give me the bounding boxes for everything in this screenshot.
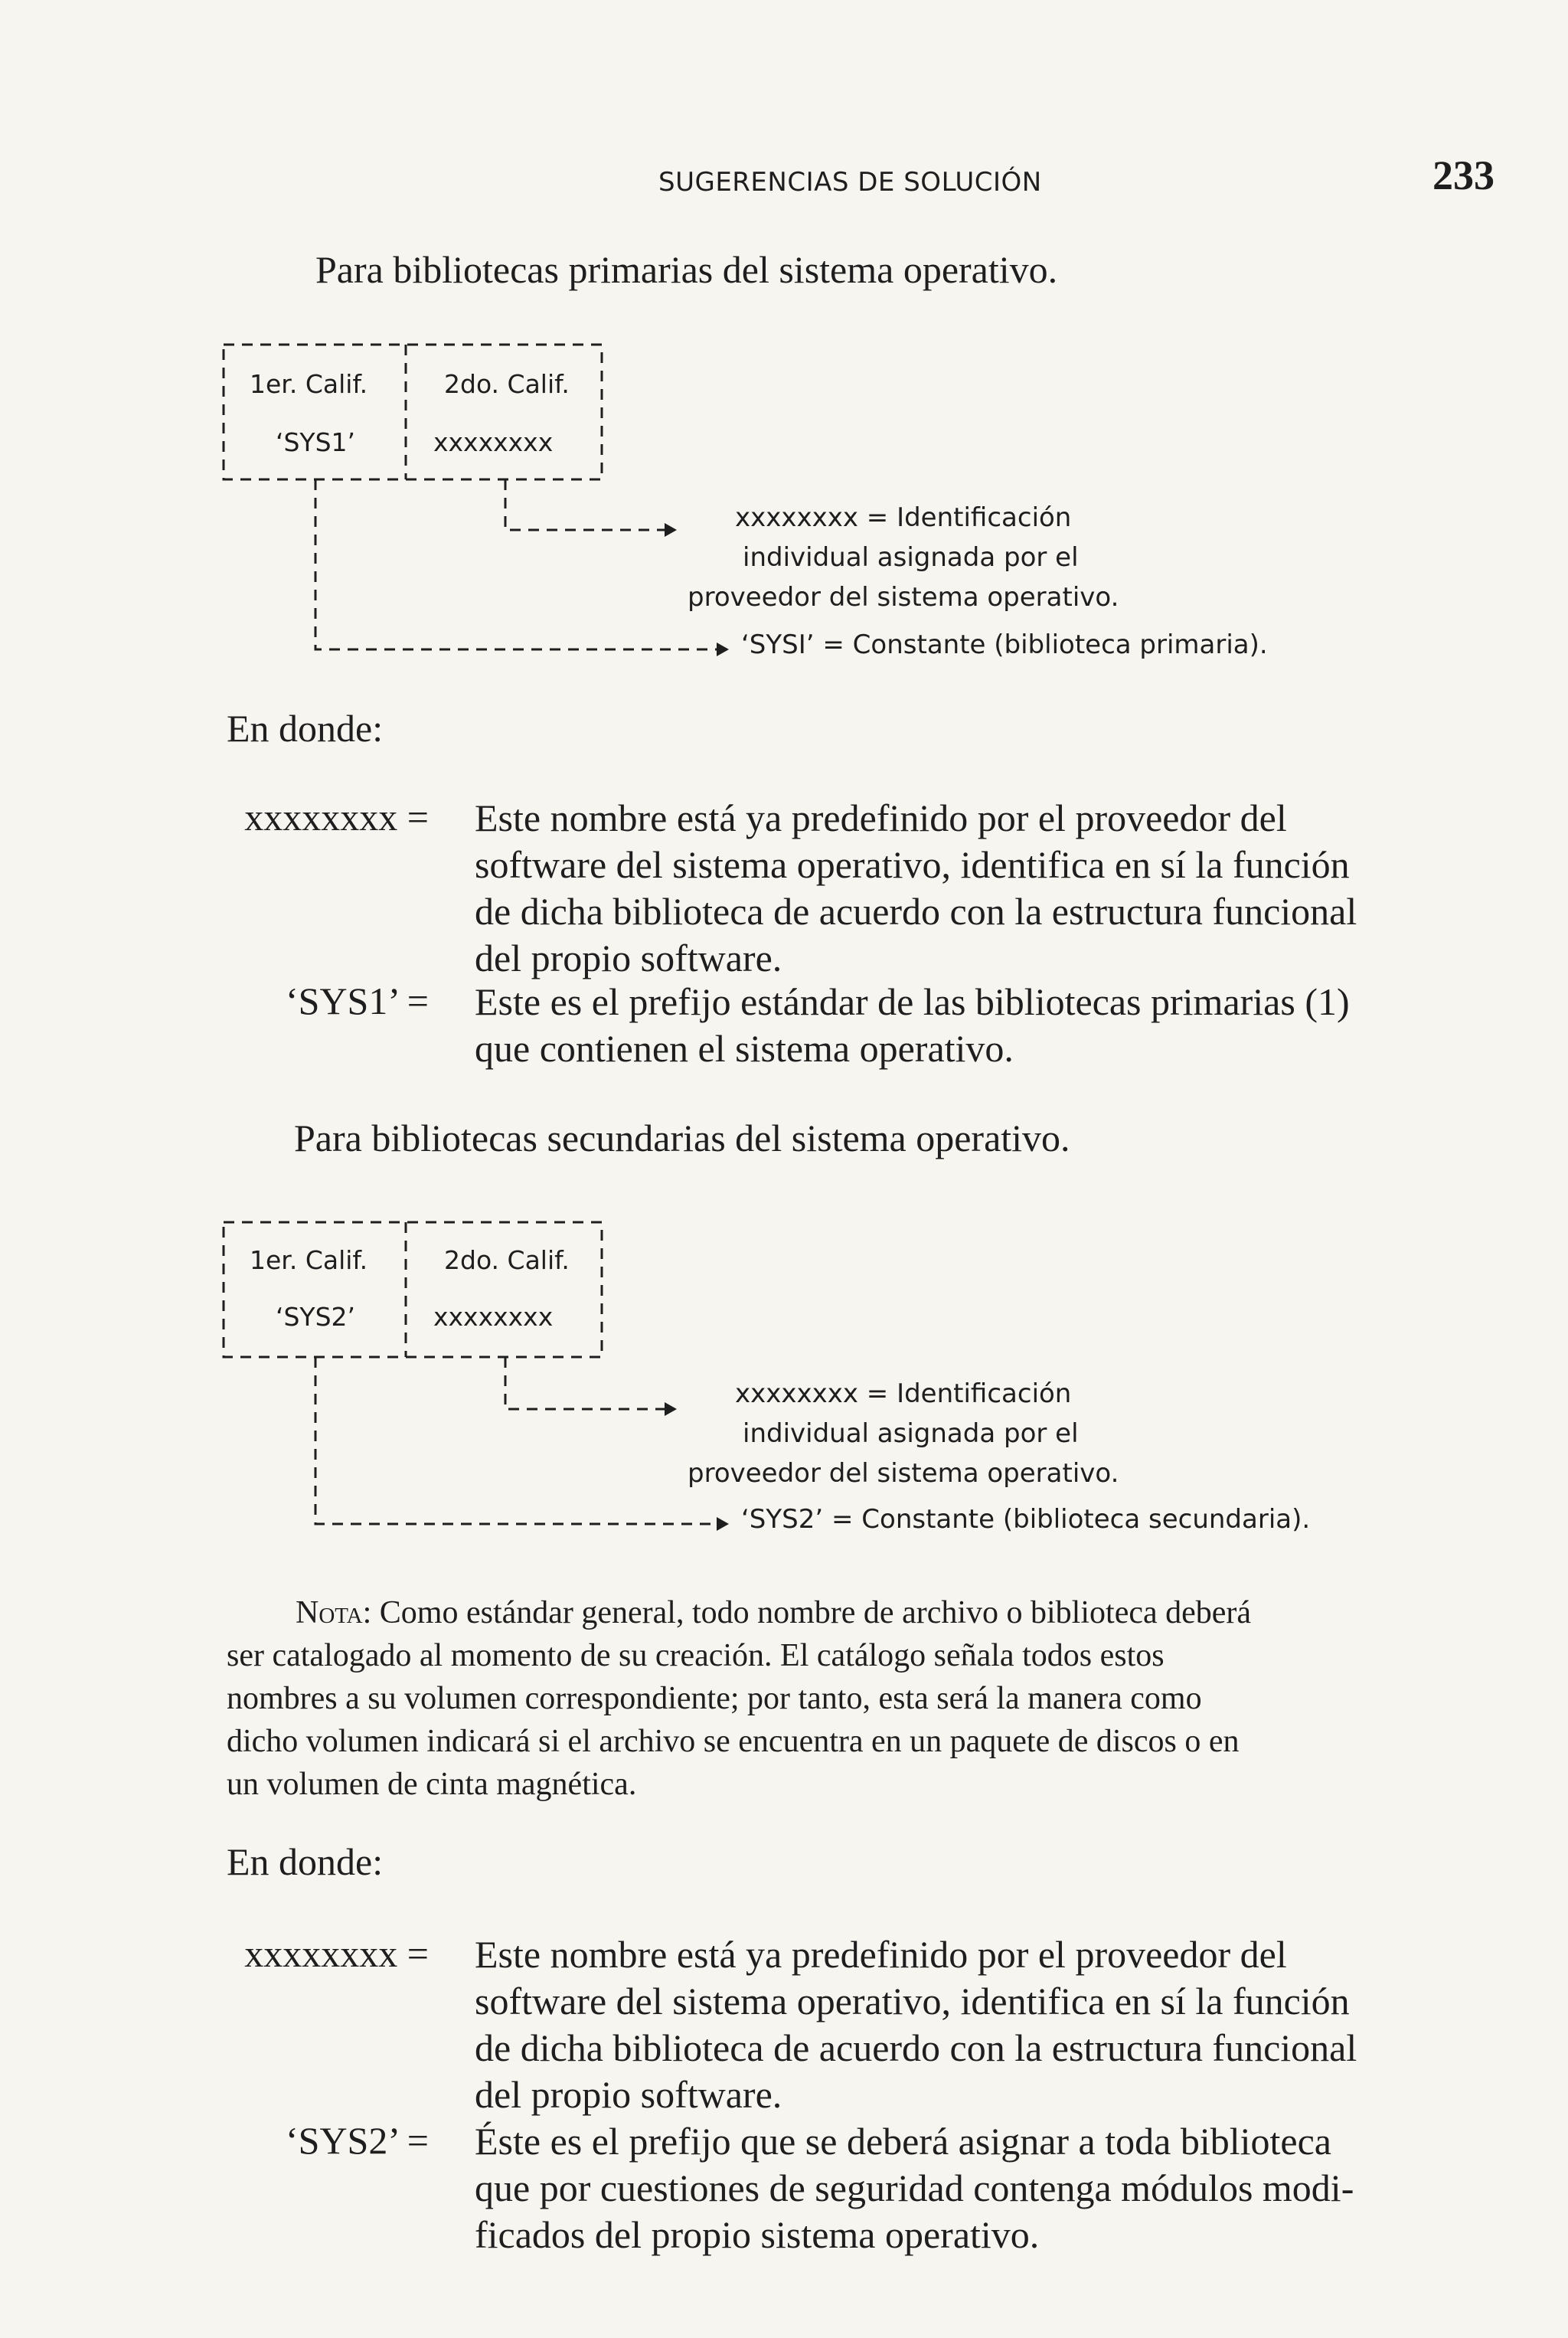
section2-def-text-1: Este nombre está ya predefinido por el proveedor del software del sistema operativo, identifica en sí la función de dicha biblioteca de acuerdo con la estructura funcional del propio software.	[475, 1933, 1357, 2116]
section2-def-text-2: Éste es el prefijo que se deberá asignar a toda biblioteca que por cuestiones de seguridad contenga módulos modi- ficados del propio sistema operativo.	[475, 2120, 1354, 2256]
section2-q2-value: xxxxxxxx	[433, 1302, 554, 1332]
section2-note-line-2: individual asignada por el	[743, 1418, 1079, 1449]
section1-def-text-2: Este es el prefijo estándar de las bibliotecas primarias (1) que contienen el sistema operativo.	[475, 980, 1350, 1070]
section2-note-line-3: proveedor del sistema operativo.	[688, 1458, 1119, 1489]
section1-q1-value: ‘SYS1’	[276, 427, 356, 457]
section2-en-donde: En donde:	[227, 1840, 384, 1883]
page-number: 233	[1432, 152, 1494, 198]
section1-def-term-2: ‘SYS1’ =	[285, 979, 429, 1022]
section1-q2-value: xxxxxxxx	[433, 427, 554, 457]
nota-paragraph: Nota: Como estándar general, todo nombre de archivo o biblioteca deberá ser catalogado al momento de su creación. El catálogo señala todos estos nombres a su volumen correspondiente; por tanto, esta será la manera como dicho volumen indicará si el archivo se encuentra en un paquete de discos o en un volumen de cinta magnética.	[227, 1595, 1252, 1802]
section1-en-donde: En donde:	[227, 707, 384, 750]
section2-q1-value: ‘SYS2’	[276, 1302, 356, 1332]
section2-constant: ‘SYS2’ = Constante (biblioteca secundaria).	[741, 1504, 1311, 1535]
section1-q2-label: 2do. Calif.	[444, 369, 570, 399]
section2-intro: Para bibliotecas secundarias del sistema operativo.	[294, 1117, 1070, 1159]
nota-label: Nota:	[296, 1595, 372, 1630]
section1-def-text-1: Este nombre está ya predefinido por el proveedor del software del sistema operativo, identifica en sí la función de dicha biblioteca de acuerdo con la estructura funcional del propio software.	[475, 796, 1357, 979]
section1-def-term-1: xxxxxxxx =	[244, 796, 429, 839]
section2-q2-label: 2do. Calif.	[444, 1245, 570, 1275]
section2-q1-label: 1er. Calif.	[250, 1245, 368, 1275]
section1-note-line-3: proveedor del sistema operativo.	[688, 582, 1119, 613]
section1-q1-label: 1er. Calif.	[250, 369, 368, 399]
section2-note-line-1: xxxxxxxx = Identificación	[735, 1378, 1072, 1409]
section2-def-term-1: xxxxxxxx =	[244, 1932, 429, 1975]
section1-note-line-1: xxxxxxxx = Identificación	[735, 502, 1072, 533]
running-head: SUGERENCIAS DE SOLUCIÓN	[658, 167, 1042, 198]
section1-constant: ‘SYSI’ = Constante (biblioteca primaria).	[741, 629, 1268, 660]
section1-intro: Para bibliotecas primarias del sistema operativo.	[315, 248, 1058, 291]
section1-note-line-2: individual asignada por el	[743, 542, 1079, 573]
section2-def-term-2: ‘SYS2’ =	[285, 2119, 429, 2162]
